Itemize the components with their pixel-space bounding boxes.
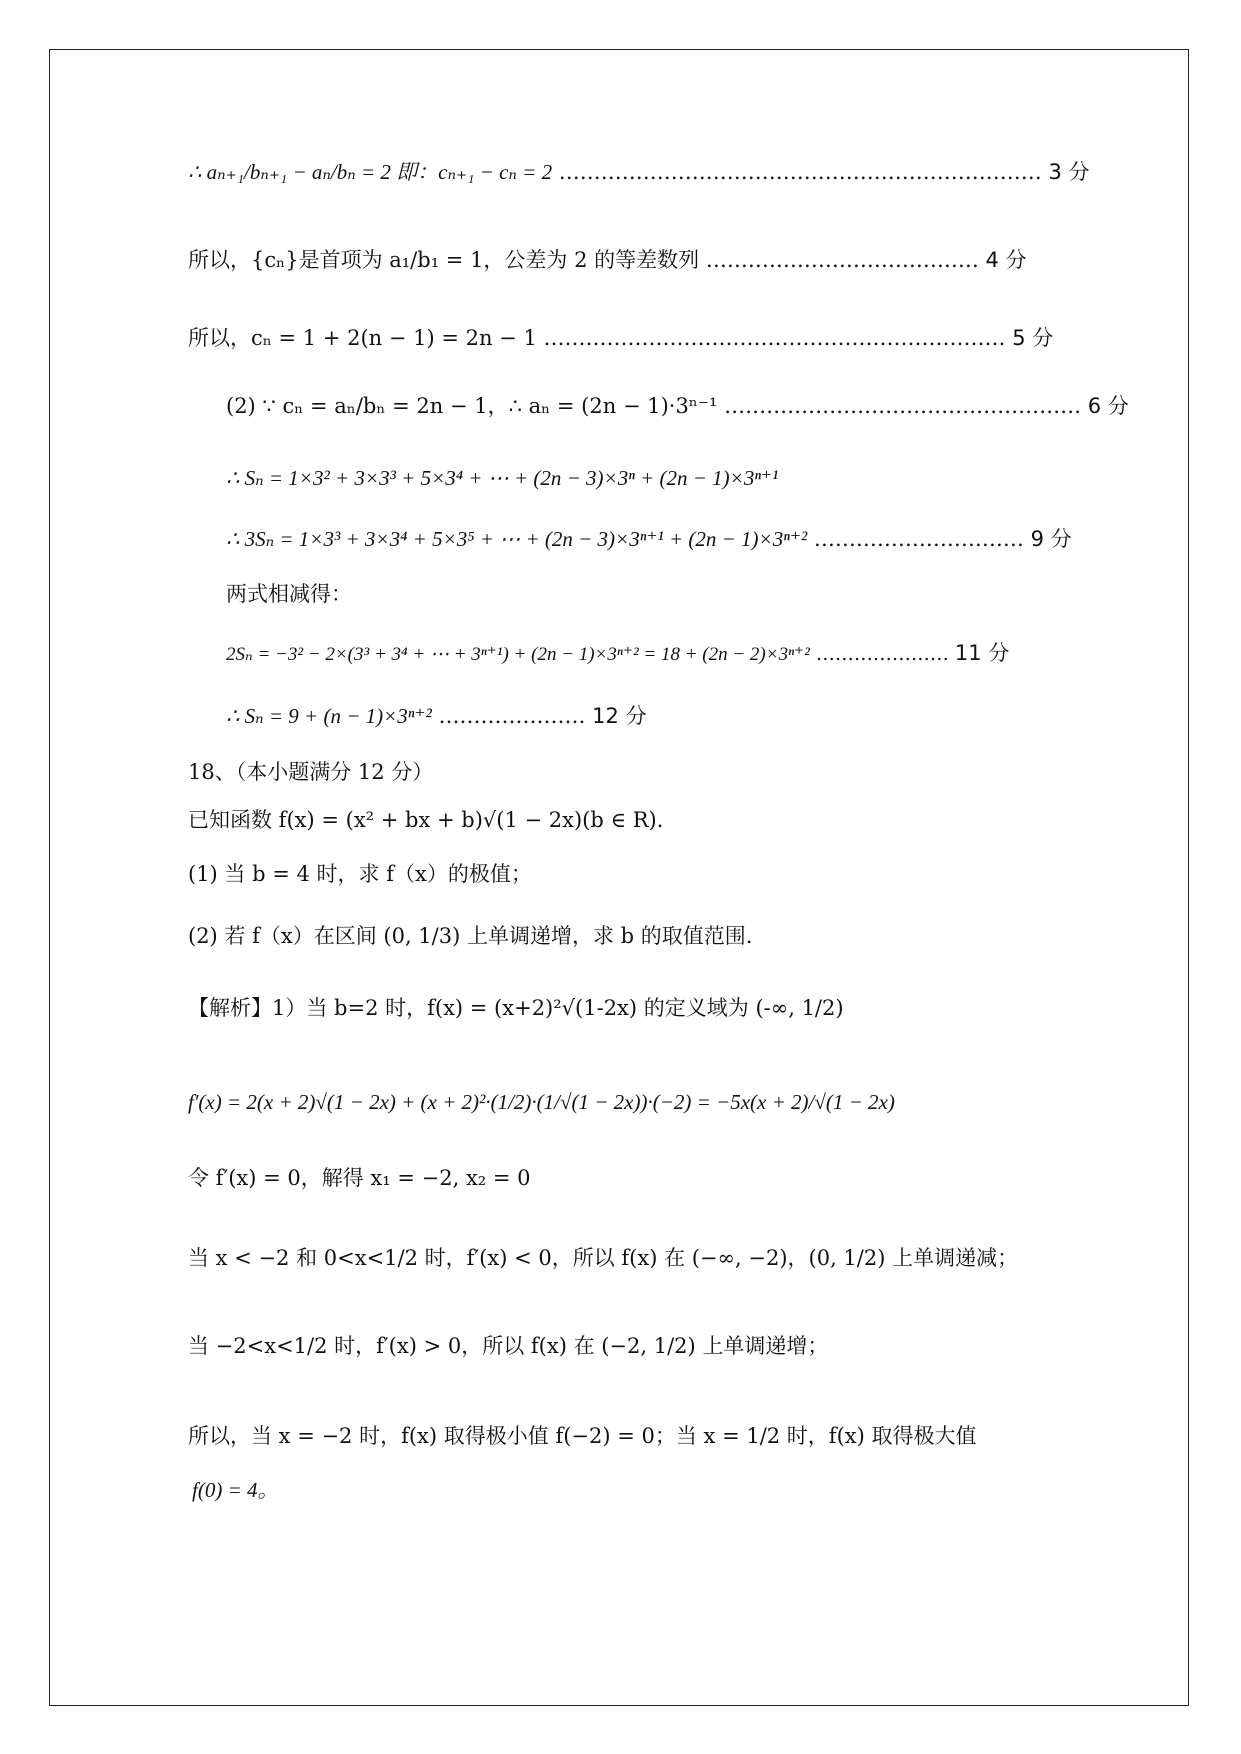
problem-18-part-2 [188,924,752,949]
leader-dots: ………………………………… [705,248,979,272]
formula: ∴ Sₙ = 1×3² + 3×3³ + 5×3⁴ + ⋯ + (2n − 3)×3ⁿ + (2n − 1)×3ⁿ⁺¹ [226,466,779,490]
leader-dots: …………………………………………… [724,394,1082,418]
analysis-line-5 [188,1334,828,1359]
text: 两式相减得： [226,582,352,606]
solution-line-4 [226,394,1129,419]
formula: f′(x) = 2(x + 2)√(1 − 2x) + (x + 2)²·(1/2)·(1/√(1 − 2x))·(−2) = −5x(x + 2)/√(1 − 2x) [188,1090,895,1114]
formula: ∴ 3Sₙ = 1×3³ + 3×3⁴ + 5×3⁵ + ⋯ + (2n − 3)×3ⁿ⁺¹ + (2n − 1)×3ⁿ⁺² [226,527,808,551]
analysis-line-2 [188,1090,895,1115]
analysis-line-4 [188,1246,1018,1271]
text: 当 −2<x<1/2 时，f′(x) > 0，所以 f(x) 在 (−2, 1/2) 上单调递增； [188,1334,829,1358]
solution-line-6 [226,527,1072,552]
text: 所以，{cₙ}是首项为 a₁/b₁ = 1，公差为 2 的等差数列 [188,248,700,272]
text: 令 f′(x) = 0，解得 x₁ = −2, x₂ = 0 [188,1166,531,1190]
analysis-line-6 [188,1424,976,1449]
solution-line-9 [226,704,647,729]
score-label: 6 分 [1087,394,1129,418]
problem-18-heading [188,760,433,785]
score-label: 9 分 [1030,527,1072,551]
solution-line-1 [188,160,1090,185]
leader-dots: ………………… [815,643,949,665]
leader-dots: ………………………………………………………… [543,326,1006,350]
score-label: 5 分 [1012,326,1054,350]
solution-line-2 [188,248,1027,273]
text: 所以，cₙ = 1 + 2(n − 1) = 2n − 1 [188,326,537,350]
text: 【解析】1）当 b=2 时，f(x) = (x+2)²√(1-2x) 的定义域为 (-∞, 1/2) [188,996,844,1020]
problem-18-statement [188,808,663,833]
text: (1) 当 b = 4 时，求 f（x）的极值； [188,862,532,886]
formula: f(0) = 4。 [192,1478,279,1502]
analysis-line-7 [192,1478,279,1503]
analysis-line-3 [188,1166,531,1191]
solution-line-8 [226,641,1009,667]
leader-dots: ………………………… [813,527,1024,551]
score-label: 3 分 [1048,160,1090,184]
text: (2) ∵ cₙ = aₙ/bₙ = 2n − 1，∴ aₙ = (2n − 1)·3ⁿ⁻¹ [226,394,718,418]
leader-dots: ………………… [438,704,586,728]
problem-18-part-1 [188,862,532,887]
text: (2) 若 f（x）在区间 (0, 1/3) 上单调递增，求 b 的取值范围. [188,924,753,948]
analysis-line-1 [188,996,844,1021]
leader-dots: …………………………………………………………… [558,160,1042,184]
solution-line-5 [226,466,778,491]
formula: ∴ aₙ₊₁/bₙ₊₁ − aₙ/bₙ = 2 即：cₙ₊₁ − cₙ = 2 [188,160,553,184]
text: 当 x < −2 和 0<x<1/2 时，f′(x) < 0，所以 f(x) 在 (−∞, −2)，(0, 1/2) 上单调递减； [188,1246,1019,1270]
score-label: 4 分 [985,248,1027,272]
text: 已知函数 f(x) = (x² + bx + b)√(1 − 2x)(b ∈ R). [188,808,664,832]
score-label: 12 分 [592,704,647,728]
score-label: 11 分 [954,641,1010,665]
text: 18、（本小题满分 12 分） [188,760,434,784]
formula: 2Sₙ = −3² − 2×(3³ + 3⁴ + ⋯ + 3ⁿ⁺¹) + (2n − 1)×3ⁿ⁺² = 18 + (2n − 2)×3ⁿ⁺² [226,644,810,665]
solution-line-3 [188,326,1053,351]
formula: ∴ Sₙ = 9 + (n − 1)×3ⁿ⁺² [226,704,432,728]
text: 所以，当 x = −2 时，f(x) 取得极小值 f(−2) = 0；当 x = 1/2 时，f(x) 取得极大值 [188,1424,977,1448]
solution-line-7 [226,582,352,607]
